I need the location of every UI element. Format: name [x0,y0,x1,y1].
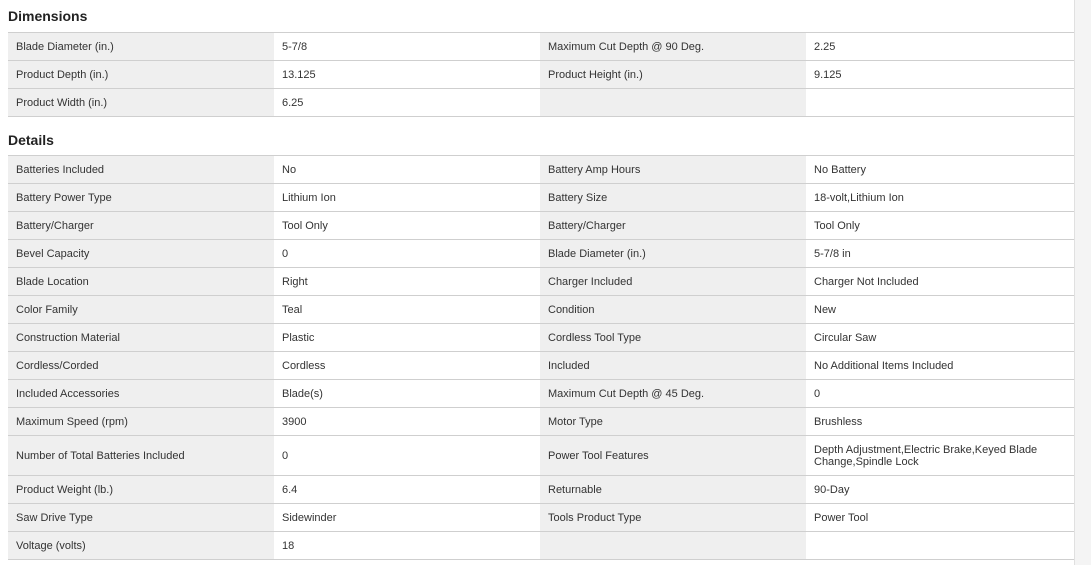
table-row [8,324,1074,352]
spec-label: Tools Product Type [540,504,806,532]
spec-label: Battery/Charger [540,212,806,240]
table-row [8,89,1074,117]
spec-value: Tool Only [806,212,1074,240]
spec-value [806,532,1074,560]
spec-value: No [274,156,540,184]
dimensions-table [8,32,1074,117]
spec-value: Lithium Ion [274,184,540,212]
spec-value: 6.25 [274,89,540,117]
spec-value: 18 [274,532,540,560]
spec-label: Product Depth (in.) [8,61,274,89]
spec-value: Brushless [806,408,1074,436]
details-table [8,155,1074,560]
spec-value: 13.125 [274,61,540,89]
spec-value: 0 [274,240,540,268]
table-row [8,156,1074,184]
dimensions-heading: Dimensions [8,8,88,24]
spec-label: Battery/Charger [8,212,274,240]
spec-label: Cordless Tool Type [540,324,806,352]
spec-value: 90-Day [806,476,1074,504]
table-row [8,240,1074,268]
spec-value: Teal [274,296,540,324]
spec-value: 6.4 [274,476,540,504]
table-row [8,352,1074,380]
spec-label: Batteries Included [8,156,274,184]
table-row [8,476,1074,504]
spec-label: Battery Power Type [8,184,274,212]
spec-label: Battery Amp Hours [540,156,806,184]
spec-label: Blade Location [8,268,274,296]
spec-value: No Additional Items Included [806,352,1074,380]
table-row [8,184,1074,212]
spec-label: Motor Type [540,408,806,436]
spec-label: Maximum Speed (rpm) [8,408,274,436]
spec-value: 5-7/8 [274,33,540,61]
spec-value: 0 [274,436,540,476]
spec-label: Included Accessories [8,380,274,408]
spec-value: Plastic [274,324,540,352]
spec-label [540,532,806,560]
details-heading: Details [8,132,54,148]
spec-label: Color Family [8,296,274,324]
table-row [8,33,1074,61]
table-row [8,408,1074,436]
spec-value: Tool Only [274,212,540,240]
spec-label: Cordless/Corded [8,352,274,380]
spec-value: 5-7/8 in [806,240,1074,268]
table-row [8,296,1074,324]
spec-value: Right [274,268,540,296]
spec-value: 9.125 [806,61,1074,89]
spec-label: Charger Included [540,268,806,296]
spec-value: Depth Adjustment,Electric Brake,Keyed Blade Change,Spindle Lock [806,436,1074,476]
spec-value: New [806,296,1074,324]
spec-value: 2.25 [806,33,1074,61]
spec-label: Voltage (volts) [8,532,274,560]
spec-value: No Battery [806,156,1074,184]
spec-label: Bevel Capacity [8,240,274,268]
scrollbar-track[interactable] [1074,0,1091,565]
table-row [8,268,1074,296]
spec-value: Sidewinder [274,504,540,532]
spec-label: Product Height (in.) [540,61,806,89]
table-row [8,504,1074,532]
spec-value: 0 [806,380,1074,408]
spec-label [540,89,806,117]
spec-label: Product Width (in.) [8,89,274,117]
spec-label: Maximum Cut Depth @ 45 Deg. [540,380,806,408]
spec-label: Saw Drive Type [8,504,274,532]
spec-label: Construction Material [8,324,274,352]
spec-label: Blade Diameter (in.) [8,33,274,61]
spec-value: 3900 [274,408,540,436]
table-row [8,380,1074,408]
spec-value: 18-volt,Lithium Ion [806,184,1074,212]
spec-label: Blade Diameter (in.) [540,240,806,268]
spec-label: Power Tool Features [540,436,806,476]
spec-value: Circular Saw [806,324,1074,352]
spec-label: Product Weight (lb.) [8,476,274,504]
spec-label: Maximum Cut Depth @ 90 Deg. [540,33,806,61]
spec-label: Number of Total Batteries Included [8,436,274,476]
table-row [8,436,1074,476]
spec-label: Battery Size [540,184,806,212]
table-row [8,212,1074,240]
spec-label: Returnable [540,476,806,504]
spec-label: Condition [540,296,806,324]
spec-value: Cordless [274,352,540,380]
spec-label: Included [540,352,806,380]
spec-value: Blade(s) [274,380,540,408]
table-row [8,61,1074,89]
spec-value: Charger Not Included [806,268,1074,296]
table-row [8,532,1074,560]
spec-value [806,89,1074,117]
spec-value: Power Tool [806,504,1074,532]
